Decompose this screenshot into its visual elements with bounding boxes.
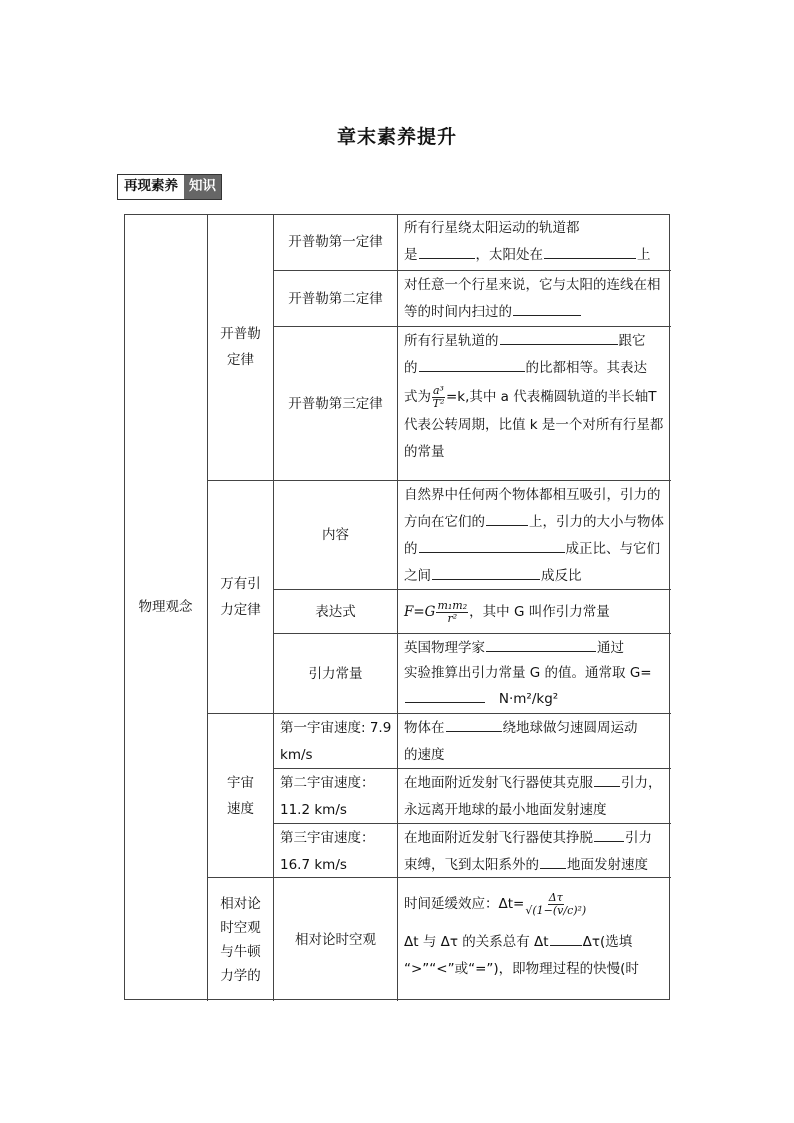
cosmic-third-desc: 在地面附近发射飞行器使其挣脱 引力 束缚，飞到太阳系外的 地面发射速度 <box>397 823 671 877</box>
gravity-content-name: 内容 <box>273 480 397 589</box>
cosmic-first-name: 第一宇宙速度: 7.9 km/s <box>273 713 397 768</box>
group-gravity: 万有引力定律 <box>207 480 273 713</box>
relativity-desc: 时间延缓效应：Δt= $\frac{\Delta\tau}{\text{√(1−(v/c)²)}}$ Δt 与 Δτ 的关系总有 Δt Δτ(选填 “>”“<”或“=”)，即物理过程的快慢(时 <box>397 877 671 1001</box>
gravity-formula-name: 表达式 <box>273 589 397 633</box>
cosmic-second-desc: 在地面附近发射飞行器使其克服 引力， 永远离开地球的最小地面发射速度 <box>397 768 671 823</box>
group-relativity: 相对论时空观与牛顿力学的 <box>207 877 273 1001</box>
cosmic-third-name: 第三宇宙速度： 16.7 km/s <box>273 823 397 877</box>
knowledge-table <box>124 214 670 1000</box>
kepler-fraction: $\frac{\text{a³}}{\text{T²}}$ <box>432 383 445 410</box>
relativity-name: 相对论时空观 <box>273 877 397 1001</box>
gravity-constant-desc: 英国物理学家 通过 实验推算出引力常量 G 的值。通常取 G= N·m²/kg² <box>397 633 671 713</box>
kepler-law1-desc: 所有行星绕太阳运动的轨道都 是 ，太阳处在 上 <box>397 214 671 270</box>
group-cosmic: 宇宙速度 <box>207 713 273 877</box>
kepler-law2-name: 开普勒第二定律 <box>273 270 397 326</box>
time-dilation-fraction: $\frac{\Delta\tau}{\text{√(1−(v/c)²)}}$ <box>525 890 587 917</box>
badge-left: 再现素养 <box>118 175 184 199</box>
gravity-content-desc: 自然界中任何两个物体都相互吸引，引力的 方向在它们的 上，引力的大小与物体 的 成正比、与它们 之间 成反比 <box>397 480 671 589</box>
kepler-law2-desc: 对任意一个行星来说，它与太阳的连线在相 等的时间内扫过的 <box>397 270 671 326</box>
cosmic-second-name: 第二宇宙速度： 11.2 km/s <box>273 768 397 823</box>
section-cell: 物理观念 <box>138 599 193 615</box>
page-title: 章末素养提升 <box>336 126 457 148</box>
gravity-formula-desc: F=G $\frac{\text{m₁m₂}}{\text{r²}}$ ，其中 G 叫作引力常量 <box>397 589 671 633</box>
section-badge <box>117 174 222 200</box>
group-kepler: 开普勒定律 <box>207 214 273 480</box>
kepler-law3-name: 开普勒第三定律 <box>273 326 397 480</box>
kepler-law3-desc: 所有行星轨道的 跟它 的 的比都相等。其表达 式为 $\frac{\text{a³}}{\text{T²}}$ =k,其中 a 代表椭圆轨道的半长轴T 代表公转周期，比值 k 是一个对所有行星都 的常量 <box>397 326 671 480</box>
kepler-law1-name: 开普勒第一定律 <box>273 214 397 270</box>
badge-right: 知识 <box>184 175 221 199</box>
cosmic-first-desc: 物体在 绕地球做匀速圆周运动 的速度 <box>397 713 671 768</box>
gravity-constant-name: 引力常量 <box>273 633 397 713</box>
gravity-fraction: $\frac{\text{m₁m₂}}{\text{r²}}$ <box>437 598 468 625</box>
